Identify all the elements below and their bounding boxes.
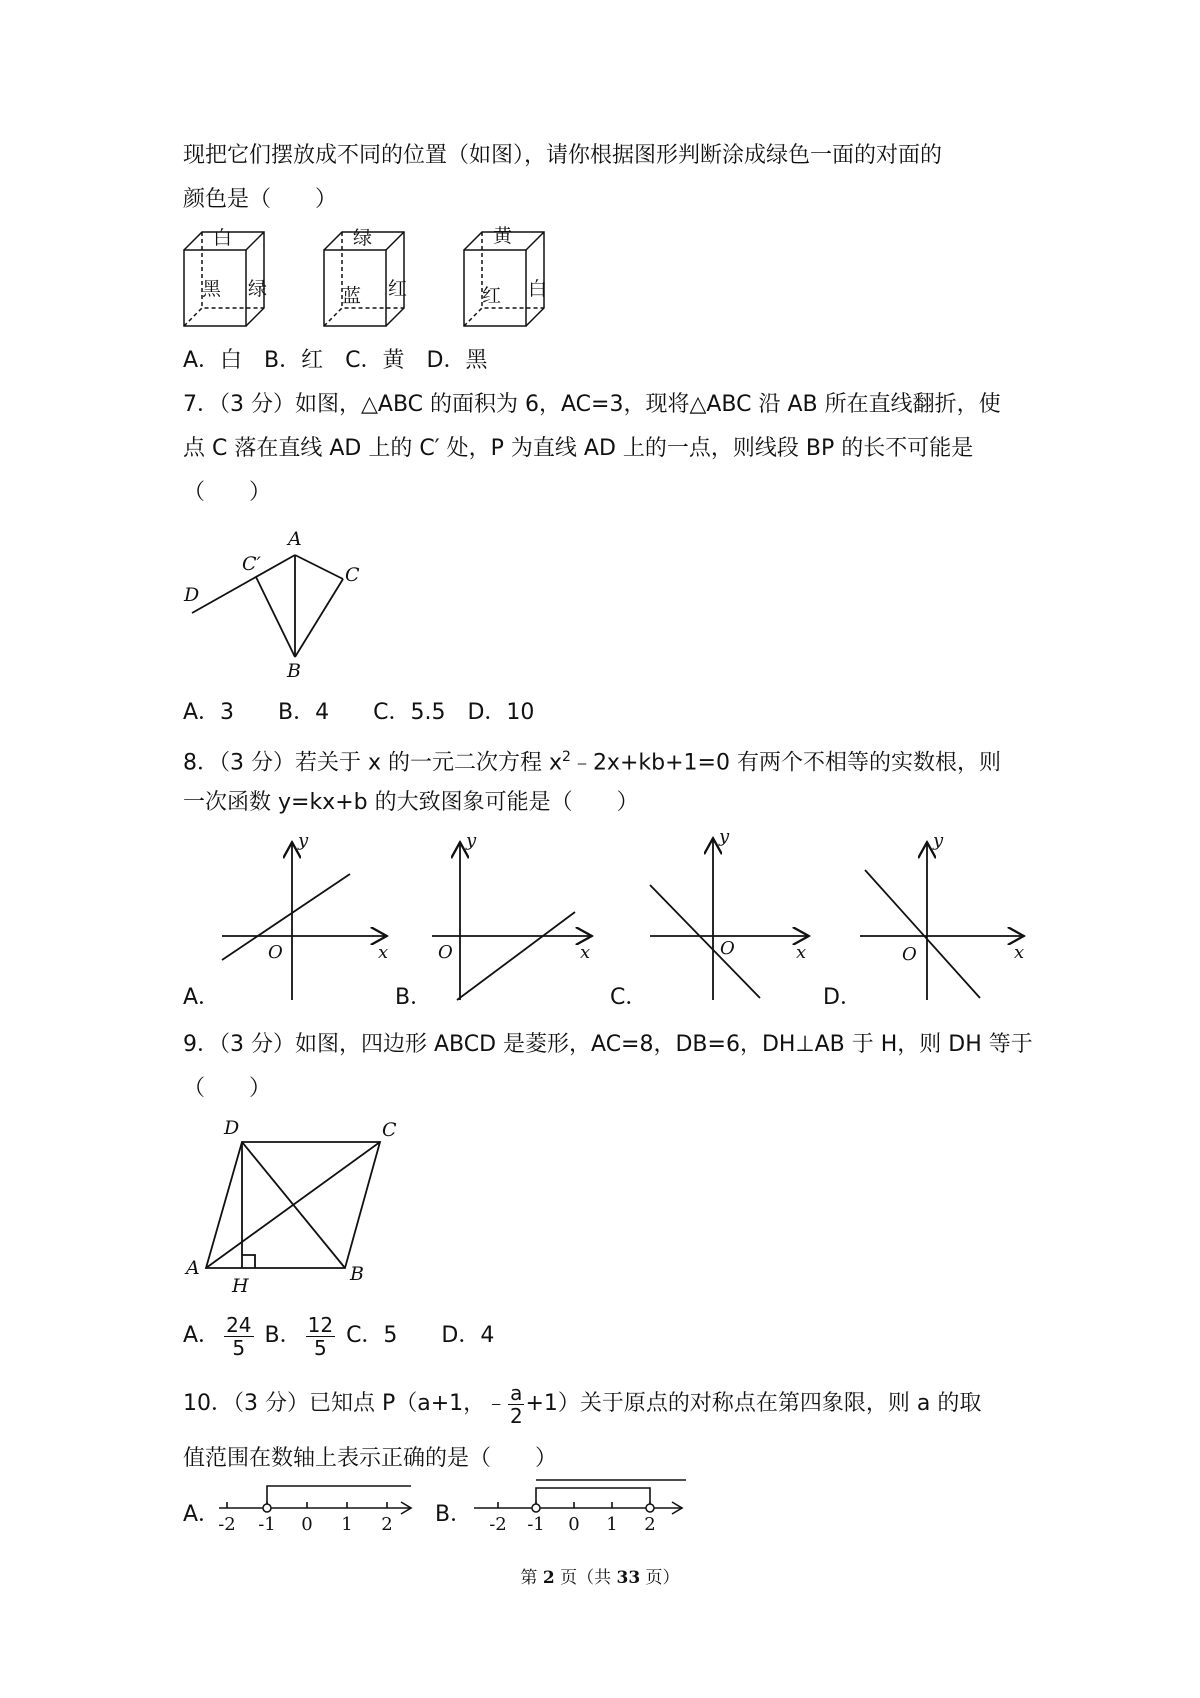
q8-b-y-label: y bbox=[466, 830, 477, 851]
q8-b-x-label: x bbox=[580, 942, 591, 963]
q9-label-c: C bbox=[382, 1119, 397, 1141]
q10-option-a-label: A． bbox=[183, 1502, 221, 1527]
q6-options: A．白 B．红 C．黄 D．黑 bbox=[183, 348, 488, 373]
q8-exponent: 2 bbox=[562, 749, 571, 765]
q7-label-b: B bbox=[287, 660, 301, 680]
cube3-front-label: 红 bbox=[482, 285, 502, 307]
cube3-top-label: 黄 bbox=[493, 225, 513, 247]
q10-fraction-numerator: a bbox=[510, 1380, 523, 1405]
q9-text-line1: 9．（3 分）如图，四边形 ABCD 是菱形，AC=8，DB=6，DH⊥AB 于 H，则 DH 等于 bbox=[183, 1032, 1033, 1057]
q8-b-origin-label: O bbox=[438, 942, 453, 963]
q7-triangle-figure bbox=[180, 525, 380, 680]
q10-text-line1-pre: 10．（3 分）已知点 P（a+1，﹣ bbox=[183, 1391, 508, 1416]
footer-page-number: 2 bbox=[542, 1568, 555, 1588]
q10-b-tick-0: 0 bbox=[568, 1514, 580, 1535]
q10-fraction bbox=[508, 1382, 524, 1427]
q8-d-x-label: x bbox=[1014, 942, 1025, 963]
page-footer bbox=[0, 1563, 1200, 1588]
q9-option-cd: C．5 D．4 bbox=[346, 1323, 495, 1348]
q10-text-line1-post: +1）关于原点的对称点在第四象限，则 a 的取 bbox=[525, 1391, 982, 1416]
q8-c-y-label: y bbox=[719, 830, 730, 847]
cube1-front-label: 黑 bbox=[202, 278, 222, 300]
q9-option-a-fraction bbox=[224, 1314, 253, 1359]
cube2-top-label: 绿 bbox=[353, 227, 373, 249]
q10-b-tick-neg2: -2 bbox=[489, 1514, 507, 1535]
q10-option-b-number-line bbox=[470, 1474, 690, 1538]
q8-d-y-label: y bbox=[933, 830, 944, 851]
q8-text-line2: 一次函数 y=kx+b 的大致图象可能是（ ） bbox=[183, 790, 639, 815]
q8-c-x-label: x bbox=[796, 942, 807, 963]
cube3-side-label: 白 bbox=[528, 278, 548, 300]
q10-b-tick-2: 2 bbox=[644, 1514, 656, 1535]
q10-a-tick-neg2: -2 bbox=[218, 1514, 236, 1535]
q9-option-a-denominator: 5 bbox=[232, 1335, 246, 1360]
q8-text-line1-pre: 8．（3 分）若关于 x 的一元二次方程 x bbox=[183, 750, 563, 776]
q10-option-b-label: B． bbox=[435, 1502, 473, 1527]
q7-options: A．3 B．4 C．5.5 D．10 bbox=[183, 700, 535, 725]
q7-label-d: D bbox=[184, 584, 200, 606]
q8-option-d: D． bbox=[823, 985, 862, 1010]
q9-label-d: D bbox=[224, 1117, 240, 1139]
footer-post: 页） bbox=[640, 1568, 680, 1588]
q8-c-origin-label: O bbox=[720, 938, 735, 959]
q8-option-b: B． bbox=[395, 985, 433, 1010]
q9-rhombus-figure bbox=[180, 1112, 410, 1297]
q7-label-c: C bbox=[345, 564, 360, 586]
cube1-top-label: 白 bbox=[213, 227, 233, 249]
footer-mid: 页（共 bbox=[554, 1568, 617, 1588]
q9-label-b: B bbox=[350, 1263, 364, 1285]
q6-text-line2: 颜色是（ ） bbox=[183, 187, 338, 212]
q8-a-x-label: x bbox=[378, 942, 389, 963]
q9-text-line2: （ ） bbox=[183, 1076, 272, 1101]
q9-option-a-numerator: 24 bbox=[226, 1312, 252, 1337]
q8-a-y-label: y bbox=[298, 830, 309, 851]
footer-total-pages: 33 bbox=[616, 1568, 641, 1588]
q6-text-line1: 现把它们摆放成不同的位置（如图），请你根据图形判断涂成绿色一面的对面的 bbox=[183, 143, 943, 168]
footer-pre: 第 bbox=[520, 1568, 543, 1588]
q9-label-a: A bbox=[186, 1257, 200, 1279]
q8-text-line1 bbox=[183, 742, 1001, 778]
q8-text-line1-post: ﹣2x+kb+1=0 有两个不相等的实数根，则 bbox=[570, 750, 1001, 776]
q7-text-line1: 7．（3 分）如图，△ABC 的面积为 6，AC=3，现将△ABC 沿 AB 所在直线翻折，使 bbox=[183, 392, 1001, 417]
q10-a-tick-1: 1 bbox=[341, 1514, 353, 1535]
cube2-side-label: 红 bbox=[388, 278, 408, 300]
q9-label-h: H bbox=[232, 1275, 249, 1297]
q10-text-line2: 值范围在数轴上表示正确的是（ ） bbox=[183, 1446, 558, 1471]
q10-b-tick-neg1: -1 bbox=[527, 1514, 545, 1535]
q8-a-origin-label: O bbox=[268, 942, 283, 963]
q7-label-a: A bbox=[288, 528, 302, 550]
q8-d-origin-label: O bbox=[902, 944, 917, 965]
q10-b-tick-1: 1 bbox=[606, 1514, 618, 1535]
q9-options bbox=[183, 1310, 494, 1362]
q10-a-tick-2: 2 bbox=[381, 1514, 393, 1535]
q8-option-c: C． bbox=[610, 985, 648, 1010]
q9-option-a-label: A． bbox=[183, 1323, 221, 1348]
cube2-front-label: 蓝 bbox=[342, 285, 362, 307]
cube1-side-label: 绿 bbox=[248, 278, 268, 300]
q9-option-b-fraction bbox=[306, 1314, 335, 1359]
q7-text-line2: 点 C 落在直线 AD 上的 C′ 处，P 为直线 AD 上的一点，则线段 BP 的长不可能是 bbox=[183, 436, 974, 461]
q7-text-line3: （ ） bbox=[183, 480, 272, 505]
q10-option-a-number-line bbox=[215, 1478, 415, 1538]
q9-option-b-numerator: 12 bbox=[307, 1312, 334, 1337]
q10-a-tick-0: 0 bbox=[301, 1514, 313, 1535]
q9-option-b-denominator: 5 bbox=[313, 1335, 327, 1360]
q9-option-b-label: B． bbox=[264, 1323, 302, 1348]
q10-fraction-denominator: 2 bbox=[509, 1403, 523, 1428]
q8-option-a: A． bbox=[183, 985, 221, 1010]
q6-cubes-figure bbox=[180, 222, 580, 332]
q10-text-line1 bbox=[183, 1378, 981, 1430]
q10-a-tick-neg1: -1 bbox=[258, 1514, 276, 1535]
q7-label-cprime: C′ bbox=[242, 553, 261, 575]
